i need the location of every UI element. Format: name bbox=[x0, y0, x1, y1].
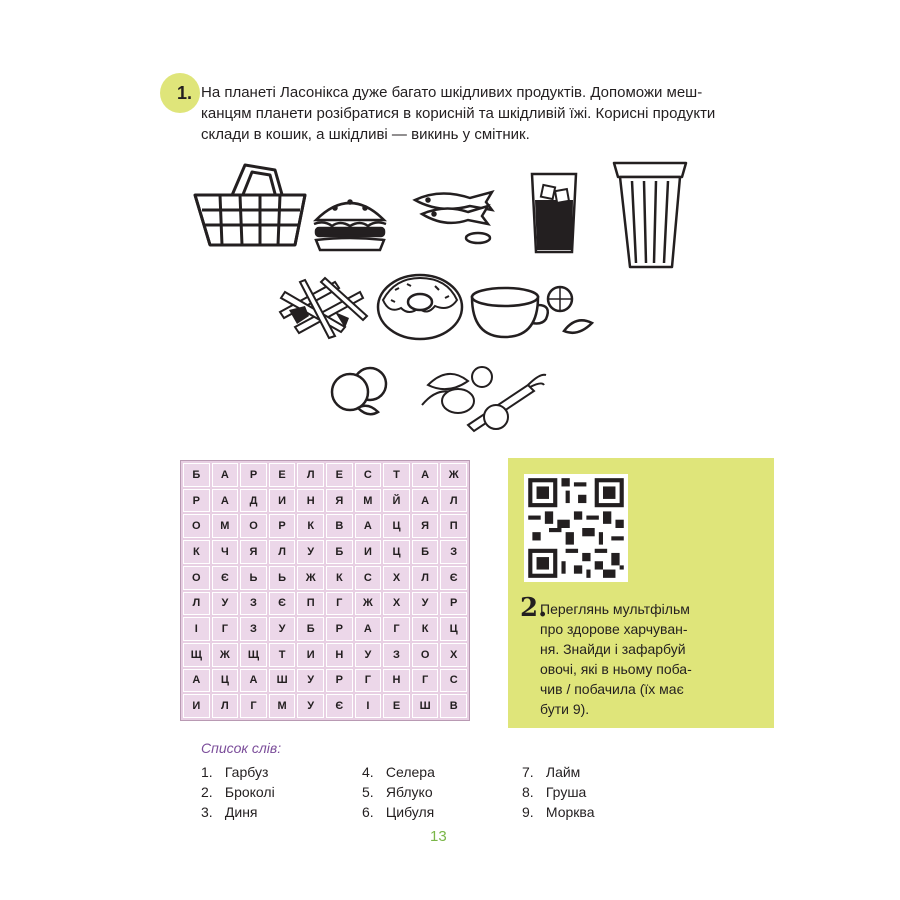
task-2-line: бути 9). bbox=[540, 701, 590, 717]
word-list-item: 4. Селера bbox=[362, 764, 435, 780]
task-1-number-badge bbox=[160, 73, 200, 113]
grid-cell[interactable]: Ш bbox=[269, 669, 296, 693]
grid-cell[interactable]: С bbox=[355, 566, 382, 590]
grid-cell[interactable]: А bbox=[355, 617, 382, 641]
grid-cell[interactable]: Б bbox=[297, 617, 324, 641]
grid-cell[interactable]: Х bbox=[383, 566, 410, 590]
task-1-line: канцям планети розібратися в корисній та шкідливій їжі. Корисні продукти bbox=[201, 105, 716, 122]
grid-cell[interactable]: А bbox=[212, 463, 239, 487]
grid-cell[interactable]: В bbox=[326, 514, 353, 538]
grid-cell[interactable]: У bbox=[297, 540, 324, 564]
grid-cell[interactable]: О bbox=[183, 514, 210, 538]
grid-cell[interactable]: Я bbox=[240, 540, 267, 564]
grid-cell[interactable]: Т bbox=[383, 463, 410, 487]
grid-cell[interactable]: Я bbox=[326, 489, 353, 513]
donut-icon[interactable] bbox=[375, 272, 465, 342]
task-1-number: 1. bbox=[177, 83, 193, 103]
grid-cell[interactable]: Г bbox=[326, 592, 353, 616]
page-number: 13 bbox=[430, 828, 447, 845]
grid-cell[interactable]: П bbox=[297, 592, 324, 616]
word-list-item: 3. Диня bbox=[201, 804, 258, 820]
vegetables-icon[interactable] bbox=[418, 355, 548, 435]
grid-cell[interactable]: Щ bbox=[240, 643, 267, 667]
grid-cell[interactable]: Л bbox=[183, 592, 210, 616]
grid-cell[interactable]: Б bbox=[183, 463, 210, 487]
grid-cell[interactable]: У bbox=[412, 592, 439, 616]
grid-cell[interactable]: У bbox=[212, 592, 239, 616]
grid-cell[interactable]: Л bbox=[412, 566, 439, 590]
burger-icon[interactable] bbox=[310, 192, 390, 254]
grid-cell[interactable]: Р bbox=[326, 669, 353, 693]
grid-cell[interactable]: Щ bbox=[183, 643, 210, 667]
grid-cell[interactable]: У bbox=[355, 643, 382, 667]
grid-cell[interactable]: Є bbox=[269, 592, 296, 616]
grid-cell[interactable]: К bbox=[183, 540, 210, 564]
grid-cell[interactable]: І bbox=[183, 617, 210, 641]
grid-cell[interactable]: Д bbox=[240, 489, 267, 513]
grid-cell[interactable]: Г bbox=[212, 617, 239, 641]
grid-cell[interactable]: К bbox=[326, 566, 353, 590]
grid-cell[interactable]: Є bbox=[326, 694, 353, 718]
grid-cell[interactable]: Ц bbox=[212, 669, 239, 693]
grid-cell[interactable]: Ж bbox=[297, 566, 324, 590]
word-list-column-2 bbox=[362, 762, 435, 822]
grid-cell[interactable]: Є bbox=[440, 566, 467, 590]
soda-glass-icon[interactable] bbox=[528, 168, 580, 256]
grid-cell[interactable]: С bbox=[355, 463, 382, 487]
grid-cell[interactable]: Н bbox=[383, 669, 410, 693]
grid-cell[interactable]: Р bbox=[240, 463, 267, 487]
grid-cell[interactable]: Р bbox=[440, 592, 467, 616]
task-1-instructions bbox=[201, 82, 716, 145]
word-search-grid[interactable] bbox=[180, 460, 470, 721]
word-list-item: 6. Цибуля bbox=[362, 804, 435, 820]
qr-code-icon[interactable] bbox=[524, 474, 628, 582]
grid-cell[interactable]: Н bbox=[326, 643, 353, 667]
grid-cell[interactable]: Ц bbox=[383, 514, 410, 538]
grid-cell[interactable]: Ж bbox=[355, 592, 382, 616]
word-list-item: 2. Броколі bbox=[201, 784, 275, 800]
grid-cell[interactable]: А bbox=[240, 669, 267, 693]
grid-cell[interactable]: Е bbox=[326, 463, 353, 487]
grid-cell[interactable]: А bbox=[412, 463, 439, 487]
grid-cell[interactable]: Р bbox=[183, 489, 210, 513]
grid-cell[interactable]: Т bbox=[269, 643, 296, 667]
task-2-number: 2. bbox=[520, 593, 548, 623]
grid-cell[interactable]: Р bbox=[326, 617, 353, 641]
grid-cell[interactable]: З bbox=[383, 643, 410, 667]
grid-cell[interactable]: Й bbox=[383, 489, 410, 513]
grid-cell[interactable]: Ж bbox=[440, 463, 467, 487]
grid-cell[interactable]: О bbox=[412, 643, 439, 667]
grid-cell[interactable]: Є bbox=[212, 566, 239, 590]
grid-cell[interactable]: К bbox=[412, 617, 439, 641]
word-list-column-3 bbox=[522, 762, 594, 822]
grid-cell[interactable]: Ь bbox=[269, 566, 296, 590]
grid-cell[interactable]: У bbox=[269, 617, 296, 641]
grid-cell[interactable]: Г bbox=[412, 669, 439, 693]
task-2-line: овочі, які в ньому поба- bbox=[540, 661, 692, 677]
task-2-instructions bbox=[540, 599, 760, 719]
grid-cell[interactable]: Л bbox=[212, 694, 239, 718]
grid-cell[interactable]: А bbox=[183, 669, 210, 693]
grid-cell[interactable]: Б bbox=[412, 540, 439, 564]
grid-cell[interactable]: Ц bbox=[440, 617, 467, 641]
grid-cell[interactable]: И bbox=[269, 489, 296, 513]
task-2-line: чив / побачила (їх має bbox=[540, 681, 684, 697]
grid-cell[interactable]: Л bbox=[440, 489, 467, 513]
task-1-line: склади в кошик, а шкідливі — викинь у смітник. bbox=[201, 126, 530, 143]
grid-cell[interactable]: Х bbox=[383, 592, 410, 616]
grid-cell[interactable]: И bbox=[297, 643, 324, 667]
grid-cell[interactable]: Ш bbox=[412, 694, 439, 718]
grid-cell[interactable]: Ж bbox=[212, 643, 239, 667]
grid-cell[interactable]: Л bbox=[297, 463, 324, 487]
grid-cell[interactable]: З bbox=[440, 540, 467, 564]
word-list-item: 9. Морква bbox=[522, 804, 595, 820]
grid-cell[interactable]: А bbox=[412, 489, 439, 513]
grid-cell[interactable]: Г bbox=[355, 669, 382, 693]
grid-cell[interactable]: С bbox=[440, 669, 467, 693]
basket-icon[interactable] bbox=[190, 160, 310, 250]
task-2-line: ня. Знайди і зафарбуй bbox=[540, 641, 686, 657]
task-2-line: про здорове харчуван- bbox=[540, 621, 688, 637]
fish-icon[interactable] bbox=[410, 188, 500, 246]
grid-cell[interactable]: И bbox=[183, 694, 210, 718]
fries-icon[interactable] bbox=[275, 272, 373, 340]
grid-cell[interactable]: У bbox=[297, 669, 324, 693]
grid-cell[interactable]: Е bbox=[383, 694, 410, 718]
task-1-line: На планеті Ласонікса дуже багато шкідливих продуктів. Допоможи меш- bbox=[201, 84, 703, 101]
grid-cell[interactable]: З bbox=[240, 592, 267, 616]
grid-cell[interactable]: М bbox=[212, 514, 239, 538]
grid-cell[interactable]: Л bbox=[269, 540, 296, 564]
grid-cell[interactable]: Р bbox=[269, 514, 296, 538]
word-list-title: Список слів: bbox=[201, 740, 282, 756]
apples-icon[interactable] bbox=[328, 362, 393, 417]
grid-cell[interactable]: М bbox=[355, 489, 382, 513]
grid-cell[interactable]: В bbox=[440, 694, 467, 718]
grid-cell[interactable]: К bbox=[297, 514, 324, 538]
grid-cell[interactable]: М bbox=[269, 694, 296, 718]
grid-cell[interactable]: Г bbox=[240, 694, 267, 718]
grid-cell[interactable]: А bbox=[355, 514, 382, 538]
grid-cell[interactable]: И bbox=[355, 540, 382, 564]
tea-cup-icon[interactable] bbox=[468, 275, 600, 345]
word-list-item: 8. Груша bbox=[522, 784, 587, 800]
grid-cell[interactable]: Б bbox=[326, 540, 353, 564]
grid-cell[interactable]: П bbox=[440, 514, 467, 538]
word-list-column-1 bbox=[201, 762, 275, 822]
grid-cell[interactable]: Ч bbox=[212, 540, 239, 564]
grid-cell[interactable]: Я bbox=[412, 514, 439, 538]
task-2-line: Переглянь мультфільм bbox=[540, 601, 690, 617]
grid-cell[interactable]: Ц bbox=[383, 540, 410, 564]
grid-cell[interactable]: Е bbox=[269, 463, 296, 487]
word-list-item: 1. Гарбуз bbox=[201, 764, 269, 780]
grid-cell[interactable]: З bbox=[240, 617, 267, 641]
grid-cell[interactable]: Ь bbox=[240, 566, 267, 590]
trash-bin-icon[interactable] bbox=[610, 155, 690, 270]
grid-cell[interactable]: А bbox=[212, 489, 239, 513]
grid-cell[interactable]: І bbox=[355, 694, 382, 718]
grid-cell[interactable]: У bbox=[297, 694, 324, 718]
word-list-item: 5. Яблуко bbox=[362, 784, 433, 800]
word-list-item: 7. Лайм bbox=[522, 764, 581, 780]
grid-cell[interactable]: Х bbox=[440, 643, 467, 667]
grid-cell[interactable]: О bbox=[183, 566, 210, 590]
grid-cell[interactable]: Г bbox=[383, 617, 410, 641]
grid-cell[interactable]: Н bbox=[297, 489, 324, 513]
grid-cell[interactable]: О bbox=[240, 514, 267, 538]
